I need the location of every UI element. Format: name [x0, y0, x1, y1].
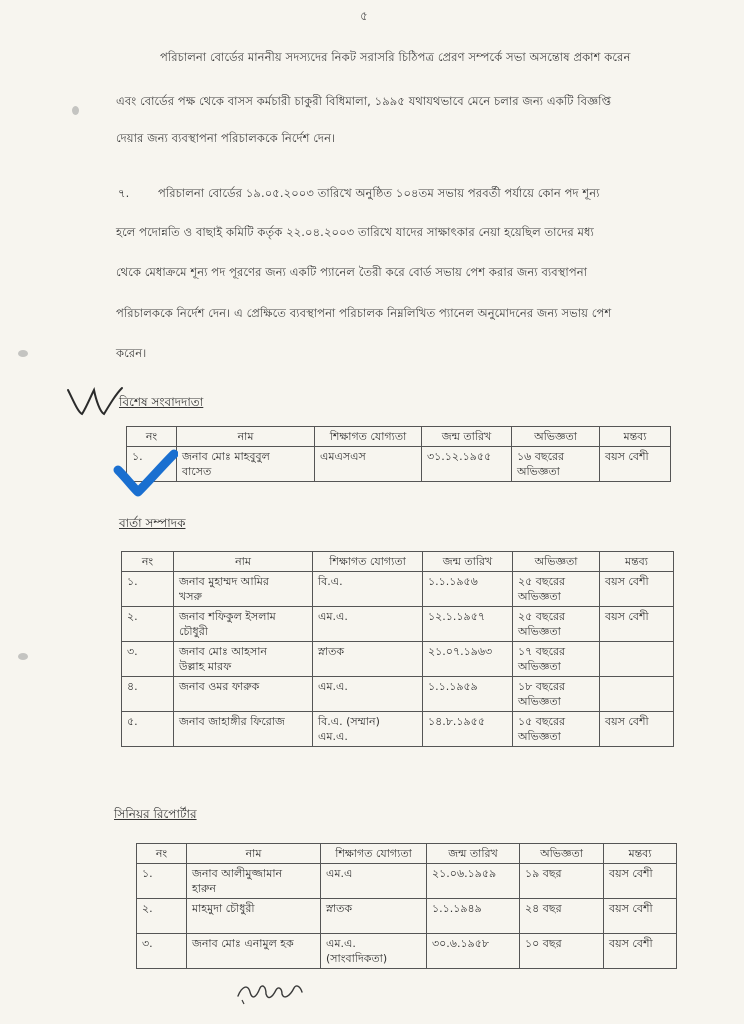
cell-birth-date: ২১.০৬.১৯৫৯	[427, 864, 520, 899]
cell-serial: ১.	[137, 864, 187, 899]
cell-serial: ৫.	[122, 712, 174, 747]
table-row	[137, 934, 677, 969]
paragraph-2-number: ৭.	[118, 186, 130, 200]
blue-check-mark-icon	[112, 448, 178, 498]
section-title-special-correspondent: বিশেষ সংবাদদাতা	[119, 395, 204, 409]
cell-experience: ২৫ বছরের অভিজ্ঞতা	[513, 607, 600, 642]
cell-remarks: বয়স বেশী	[604, 899, 677, 934]
cell-serial: ৩.	[122, 642, 174, 677]
cell-birth-date: ৩১.১২.১৯৫৫	[422, 447, 512, 482]
header-remarks: মন্তব্য	[600, 552, 674, 572]
cell-education: বি.এ. (সম্মান) এম.এ.	[313, 712, 423, 747]
table-header-row	[122, 552, 674, 572]
punch-hole	[18, 350, 28, 357]
cell-experience: ১৭ বছরের অভিজ্ঞতা	[513, 642, 600, 677]
paragraph-2-line-3: থেকে মেধাক্রমে শূন্য পদ পূরণের জন্য একটি প্যানেল তৈরী করে বোর্ড সভায় পেশ করার জন্য ব্যবস্থাপনা	[116, 265, 588, 279]
table-senior-reporter	[136, 843, 677, 969]
cell-experience: ১৮ বছরের অভিজ্ঞতা	[513, 677, 600, 712]
cell-name: জনাব আলীমুজ্জামান হারুন	[187, 864, 321, 899]
cell-remarks: বয়স বেশী	[600, 447, 671, 482]
table-header-row	[127, 427, 671, 447]
cell-experience: ১৯ বছর	[520, 864, 604, 899]
header-experience: অভিজ্ঞতা	[512, 427, 600, 447]
header-education: শিক্ষাগত যোগ্যতা	[313, 552, 423, 572]
cell-serial: ১.	[127, 447, 177, 482]
cell-birth-date: ২১.০৭.১৯৬৩	[423, 642, 513, 677]
table-body	[127, 447, 671, 482]
paragraph-1-line-3: দেয়ার জন্য ব্যবস্থাপনা পরিচালককে নির্দেশ দেন।	[116, 131, 336, 145]
cell-name: জনাব মোঃ মাহবুবুল বাসেত	[177, 447, 315, 482]
table-special-correspondent	[126, 426, 671, 482]
page-number: ৫	[360, 9, 368, 23]
table-row	[127, 447, 671, 482]
cell-serial: ৪.	[122, 677, 174, 712]
header-name: নাম	[187, 844, 321, 864]
cell-experience: ১০ বছর	[520, 934, 604, 969]
table-row	[137, 864, 677, 899]
paragraph-1-line-1: পরিচালনা বোর্ডের মাননীয় সদস্যদের নিকট সরাসরি চিঠিপত্র প্রেরণ সম্পর্কে সভা অসন্তোষ প্রকাশ করেন	[160, 50, 631, 64]
cell-name: জনাব মুহাম্মদ আমির খসরু	[174, 572, 313, 607]
header-birth-date: জন্ম তারিখ	[422, 427, 512, 447]
header-experience: অভিজ্ঞতা	[513, 552, 600, 572]
cell-remarks: বয়স বেশী	[600, 572, 674, 607]
cell-serial: ২.	[122, 607, 174, 642]
cell-birth-date: ১.১.১৯৪৯	[427, 899, 520, 934]
cell-birth-date: ১.১.১৯৫৬	[423, 572, 513, 607]
cell-name: জনাব শফিকুল ইসলাম চৌধুরী	[174, 607, 313, 642]
cell-education: এম.এ.	[313, 607, 423, 642]
cell-education: এমএসএস	[315, 447, 422, 482]
header-remarks: মন্তব্য	[604, 844, 677, 864]
paragraph-2-line-2: হলে পদোন্নতি ও বাছাই কমিটি কর্তৃক ২২.০৪.২০০৩ তারিখে যাদের সাক্ষাৎকার নেয়া হয়েছিল তাদের মধ্য	[116, 225, 594, 239]
cell-experience: ২৫ বছরের অভিজ্ঞতা	[513, 572, 600, 607]
header-remarks: মন্তব্য	[600, 427, 671, 447]
cell-experience: ২৪ বছর	[520, 899, 604, 934]
section-title-senior-reporter: সিনিয়র রিপোর্টার	[114, 807, 197, 821]
cell-experience: ১৫ বছরের অভিজ্ঞতা	[513, 712, 600, 747]
table-row	[122, 712, 674, 747]
cell-education: স্নাতক	[321, 899, 427, 934]
header-experience: অভিজ্ঞতা	[520, 844, 604, 864]
header-name: নাম	[174, 552, 313, 572]
table-row	[137, 899, 677, 934]
header-birth-date: জন্ম তারিখ	[427, 844, 520, 864]
header-name: নাম	[177, 427, 315, 447]
cell-birth-date: ১২.১.১৯৫৭	[423, 607, 513, 642]
cell-education: এম.এ	[321, 864, 427, 899]
cell-remarks: বয়স বেশী	[604, 934, 677, 969]
cell-education: এম.এ. (সাংবাদিকতা)	[321, 934, 427, 969]
cell-name: মাহমুদা চৌধুরী	[187, 899, 321, 934]
cell-name: জনাব জাহাঙ্গীর ফিরোজ	[174, 712, 313, 747]
header-birth-date: জন্ম তারিখ	[423, 552, 513, 572]
cell-name: জনাব মোঃ এনামুল হক	[187, 934, 321, 969]
cell-serial: ৩.	[137, 934, 187, 969]
table-body	[137, 864, 677, 969]
table-row	[122, 677, 674, 712]
paragraph-1-line-2: এবং বোর্ডের পক্ষ থেকে বাসস কর্মচারী চাকুরী বিধিমালা, ১৯৯৫ যথাযথভাবে মেনে চলার জন্য একটি বিজ্ঞপ্তি	[116, 94, 612, 108]
cell-education: এম.এ.	[313, 677, 423, 712]
handwritten-mark-icon	[64, 384, 124, 418]
paragraph-2-line-1: পরিচালনা বোর্ডের ১৯.০৫.২০০৩ তারিখে অনুষ্ঠিত ১০৪তম সভায় পরবর্তী পর্যায়ে কোন পদ শূন্য	[158, 186, 600, 200]
cell-experience: ১৬ বছরের অভিজ্ঞতা	[512, 447, 600, 482]
cell-name: জনাব মোঃ আহসান উল্লাহ মারফ	[174, 642, 313, 677]
cell-serial: ২.	[137, 899, 187, 934]
table-row	[122, 642, 674, 677]
paragraph-2-line-4: পরিচালককে নির্দেশ দেন। এ প্রেক্ষিতে ব্যবস্থাপনা পরিচালক নিম্নলিখিত প্যানেল অনুমোদনের জন্য সভায় পেশ	[116, 306, 612, 320]
cell-birth-date: ১৪.৮.১৯৫৫	[423, 712, 513, 747]
table-header-row	[137, 844, 677, 864]
cell-education: স্নাতক	[313, 642, 423, 677]
cell-remarks: বয়স বেশী	[600, 607, 674, 642]
punch-hole	[18, 653, 28, 660]
header-education: শিক্ষাগত যোগ্যতা	[321, 844, 427, 864]
header-education: শিক্ষাগত যোগ্যতা	[315, 427, 422, 447]
cell-birth-date: ৩০.৬.১৯৫৮	[427, 934, 520, 969]
cell-remarks: বয়স বেশী	[604, 864, 677, 899]
cell-remarks: বয়স বেশী	[600, 712, 674, 747]
cell-serial: ১.	[122, 572, 174, 607]
header-serial: নং	[137, 844, 187, 864]
cell-remarks	[600, 677, 674, 712]
cell-birth-date: ১.১.১৯৫৯	[423, 677, 513, 712]
table-row	[122, 572, 674, 607]
header-serial: নং	[122, 552, 174, 572]
header-serial: নং	[127, 427, 177, 447]
cell-name: জনাব ওমর ফারুক	[174, 677, 313, 712]
table-row	[122, 607, 674, 642]
handwritten-signature-icon	[232, 978, 308, 1008]
section-title-news-editor: বার্তা সম্পাদক	[119, 516, 186, 530]
paper-mark	[72, 106, 79, 115]
table-news-editor	[121, 551, 674, 747]
table-body	[122, 572, 674, 747]
cell-remarks	[600, 642, 674, 677]
cell-education: বি.এ.	[313, 572, 423, 607]
paragraph-2-line-5: করেন।	[116, 346, 147, 360]
